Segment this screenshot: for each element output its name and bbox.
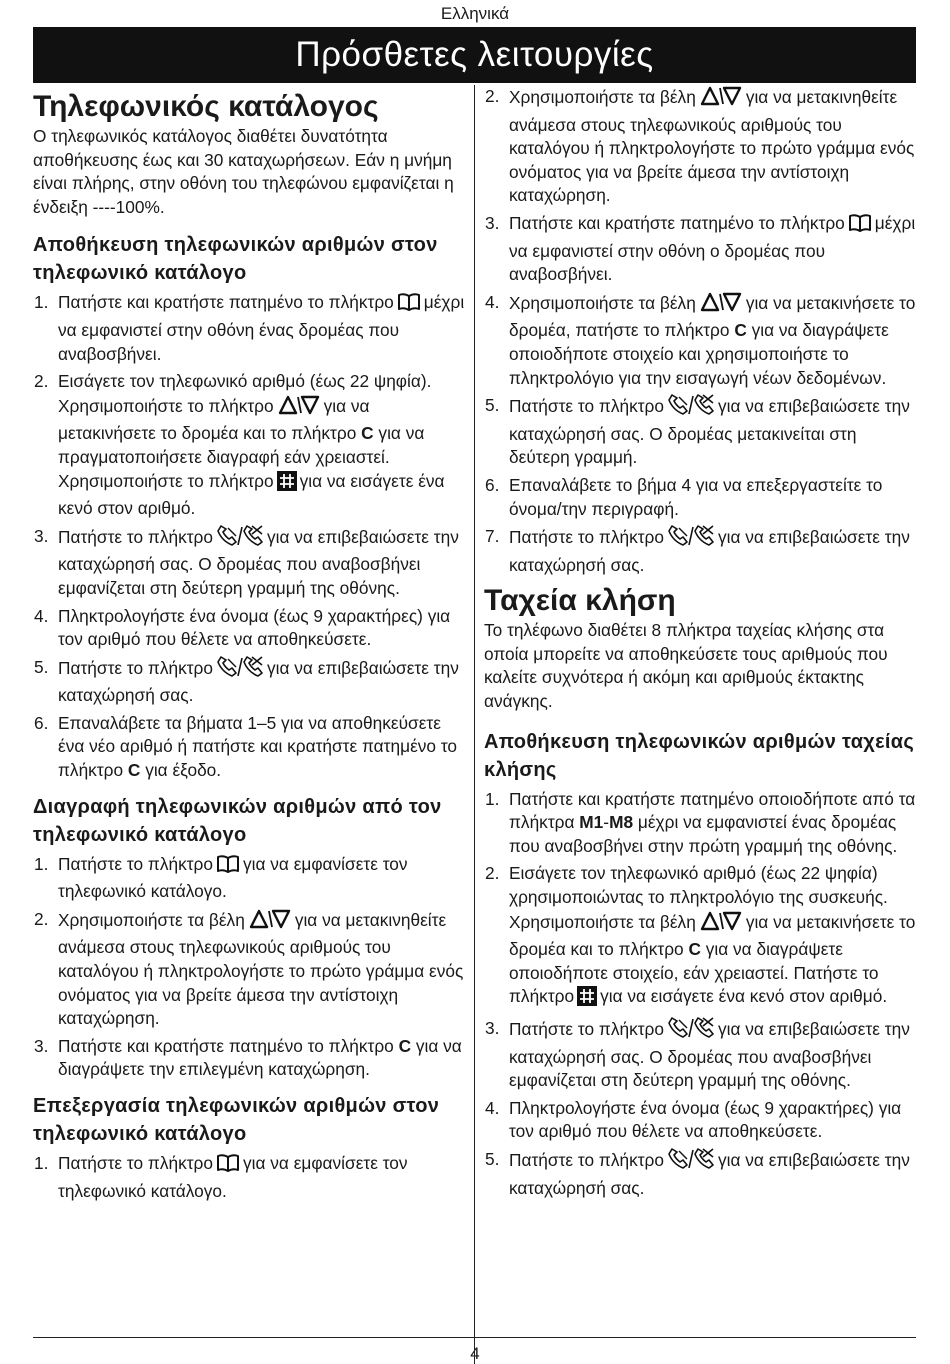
phonebook-title: Τηλεφωνικός κατάλογος [33, 90, 379, 123]
store-heading: Αποθήκευση τηλεφωνικών αριθμών στον τηλεφωνικό κατάλογο [33, 234, 438, 285]
delete-heading: Διαγραφή τηλεφωνικών αριθμών από τον τηλεφωνικό κατάλογο [33, 795, 442, 846]
arrow-up-down-icon [277, 394, 321, 423]
list-item: 5. Πατήστε το πλήκτρο για να επιβεβαιώσετε την καταχώρησή σας. Ο δρομέας μετακινείται στη δεύτερη γραμμή. [485, 395, 910, 468]
list-item: 2. Εισάγετε τον τηλεφωνικό αριθμό (έως 22 ψηφία) χρησιμοποιώντας το πληκτρολόγιο της συσκευής. Χρησιμοποιήστε τα βέλη για να μετακινήσετε το δρομέα και το πλήκτρο C για να διαγράψετε οποιοδήποτε στοιχείο, εάν χρειαστεί. Πατήστε το πλήκτρο για να εισάγετε ένα κενό στον αριθμό. [484, 862, 916, 1013]
list-item: 4. Χρησιμοποιήστε τα βέλη για να μετακινήσετε το δρομέα, πατήστε το πλήκτρο C για να διαγράψετε οποιοδήποτε στοιχείο και χρησιμοποιήστε το πληκτρολόγιο για την εισαγωγή νέων δεδομένων. [485, 291, 916, 388]
list-item: 2. Εισάγετε τον τηλεφωνικό αριθμό (έως 22 ψηφία). Χρησιμοποιήστε το πλήκτρο για να μετακινήσετε το δρομέα και το πλήκτρο C για να πραγματοποιήσετε διαγραφή εάν χρειαστεί. Χρησιμοποιήστε το πλήκτρο για να εισάγετε ένα κενό στον αριθμό. [34, 371, 445, 519]
book-icon [216, 854, 240, 881]
list-item: 3. Πατήστε το πλήκτρο για να επιβεβαιώσετε την καταχώρησή σας. Ο δρομέας που αναβοσβήνει εμφανίζεται στη δεύτερη γραμμή της οθόνης. [34, 525, 459, 598]
speed-dial-title: Ταχεία κλήση [484, 584, 676, 618]
language-label: Ελληνικά [440, 4, 510, 23]
arrow-up-down-icon [248, 908, 292, 937]
list-item: 3. Πατήστε και κρατήστε πατημένο το πλήκτρο μέχρι να εμφανιστεί στην οθόνη ο δρομέας που αναβοσβήνει. [485, 212, 916, 285]
speed-dial-store-heading: Αποθήκευση τηλεφωνικών αριθμών ταχείας κλήσης [484, 730, 915, 781]
list-item: 7. Πατήστε το πλήκτρο για να επιβεβαιώσετε την καταχώρησή σας. [485, 526, 910, 575]
phonebook-intro: Ο τηλεφωνικός κατάλογος διαθέτει δυνατότητα αποθήκευσης έως και 30 καταχωρήσεων. Εάν η μνήμη είναι πλήρης, στην οθόνη του τηλεφώνου εμφανίζεται η ένδειξη ----100%. [33, 126, 454, 217]
speed-dial-intro: Το τηλέφωνο διαθέτει 8 πλήκτρα ταχείας κλήσης στα οποία μπορείτε να αποθηκεύσετε τους αριθμούς που καλείτε συχνότερα ή ακόμη και αριθμούς έκτακτης ανάγκης. [484, 620, 888, 712]
list-item: 6. Επαναλάβετε το βήμα 4 για να επεξεργαστείτε το όνομα/την περιγραφή. [485, 474, 883, 519]
arrow-up-down-icon [699, 85, 743, 114]
delete-steps [33, 853, 465, 1082]
ok-handset-icon [667, 1148, 715, 1177]
list-item: 2. Χρησιμοποιήστε τα βέλη για να μετακινηθείτε ανάμεσα στους τηλεφωνικούς αριθμούς του καταλόγου ή πληκτρολογήστε το πρώτο γράμμα ενός ονόματος για να βρείτε άμεσα την αντίστοιχη καταχώρηση. [485, 86, 915, 206]
column-divider [474, 85, 475, 1364]
right-column [484, 85, 916, 1204]
list-item: 5. Πατήστε το πλήκτρο για να επιβεβαιώσετε την καταχώρησή σας. [34, 656, 459, 706]
page-number: 4 [470, 1344, 480, 1363]
store-steps [33, 291, 465, 782]
ok-handset-icon [667, 394, 715, 423]
list-item: 2. Χρησιμοποιήστε τα βέλη για να μετακινηθείτε ανάμεσα στους τηλεφωνικούς αριθμούς του καταλόγου ή πληκτρολογήστε το πρώτο γράμμα ενός ονόματος για να βρείτε άμεσα την αντίστοιχη καταχώρηση. [34, 908, 464, 1029]
ok-handset-icon [216, 656, 264, 685]
footer-rule [33, 1337, 916, 1338]
list-item: 6. Επαναλάβετε τα βήματα 1–5 για να αποθηκεύσετε ένα νέο αριθμό ή πατήστε και κρατήστε πατημένο το πλήκτρο C για έξοδο. [34, 712, 458, 781]
ok-handset-icon [216, 525, 264, 554]
book-icon [216, 1153, 240, 1180]
ok-handset-icon [667, 1017, 715, 1046]
list-item: 1. Πατήστε το πλήκτρο για να εμφανίσετε τον τηλεφωνικό κατάλογο. [34, 853, 408, 902]
speed-dial-steps [484, 788, 916, 1201]
left-column [33, 85, 465, 1207]
list-item: 5. Πατήστε το πλήκτρο για να επιβεβαιώσετε την καταχώρησή σας. [485, 1148, 910, 1198]
arrow-up-down-icon [699, 291, 743, 320]
hash-key-icon [577, 986, 597, 1013]
hash-key-icon [277, 471, 297, 498]
list-item: 1. Πατήστε το πλήκτρο για να εμφανίσετε τον τηλεφωνικό κατάλογο. [34, 1153, 408, 1201]
list-item: 1. Πατήστε και κρατήστε πατημένο οποιοδήποτε από τα πλήκτρα M1-M8 μέχρι να εμφανιστεί ένας δρομέας που αναβοσβήνει στην πρώτη γραμμή της οθόνης. [485, 788, 916, 856]
edit-heading: Επεξεργασία τηλεφωνικών αριθμών στον τηλεφωνικό κατάλογο [33, 1095, 440, 1145]
list-item: 3. Πατήστε το πλήκτρο για να επιβεβαιώσετε την καταχώρησή σας. Ο δρομέας που αναβοσβήνει εμφανίζεται στη δεύτερη γραμμή της οθόνης. [485, 1018, 910, 1091]
list-item: 4. Πληκτρολογήστε ένα όνομα (έως 9 χαρακτήρες) για τον αριθμό που θέλετε να αποθηκεύσετε. [34, 605, 451, 650]
arrow-up-down-icon [699, 910, 743, 939]
list-item: 4. Πληκτρολογήστε ένα όνομα (έως 9 χαρακτήρες) για τον αριθμό που θέλετε να αποθηκεύσετε. [485, 1097, 902, 1142]
book-icon [397, 292, 421, 319]
ok-handset-icon [667, 525, 715, 554]
list-item: 1. Πατήστε και κρατήστε πατημένο το πλήκτρο μέχρι να εμφανιστεί στην οθόνη ένας δρομέας που αναβοσβήνει. [34, 292, 465, 364]
list-item: 3. Πατήστε και κρατήστε πατημένο το πλήκτρο C για να διαγράψετε την επιλεγμένη καταχώρηση. [34, 1035, 462, 1080]
page-banner: Πρόσθετες λειτουργίες [33, 27, 916, 83]
edit-steps-left [33, 1152, 465, 1203]
book-icon [848, 213, 872, 240]
edit-steps-right [484, 85, 916, 577]
